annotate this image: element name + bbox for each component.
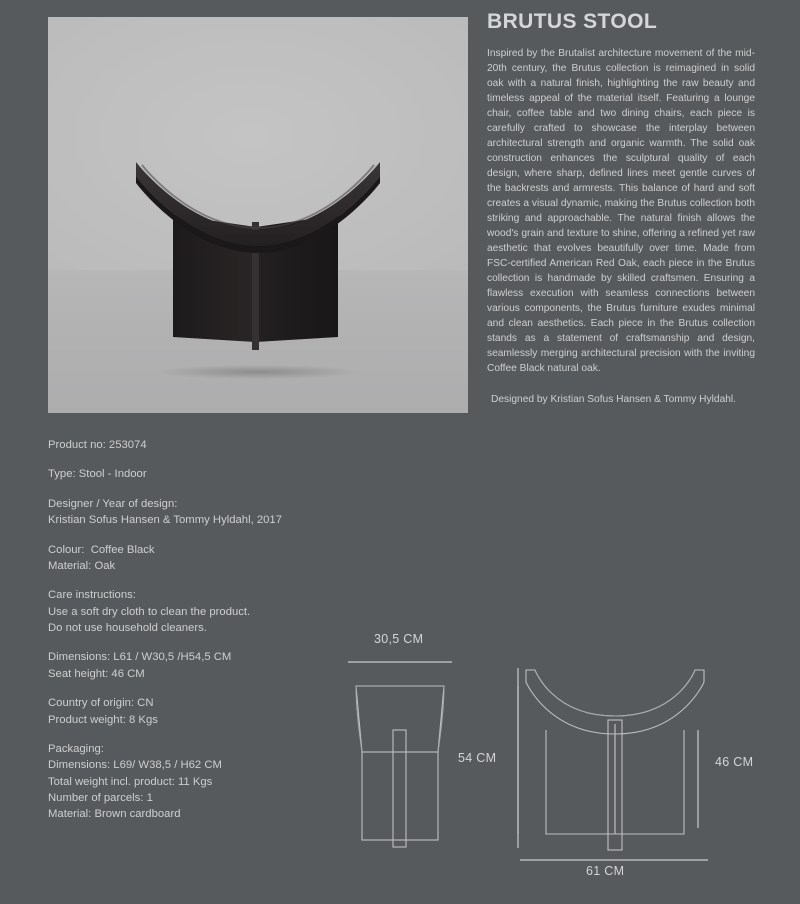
stool-shadow (158, 365, 358, 379)
spec-group-material (48, 542, 378, 575)
spec-group-type (48, 466, 378, 482)
stool-product-illustration (128, 152, 388, 367)
spec-packaging-heading: Packaging: (48, 742, 104, 755)
designer-credit: Designed by Kristian Sofus Hansen & Tommy Hyldahl. (491, 393, 736, 405)
spec-material: Material: Oak (48, 559, 116, 572)
product-info-column (487, 10, 755, 408)
spec-product-weight: Product weight: 8 Kgs (48, 713, 158, 726)
spec-country-of-origin: Country of origin: CN (48, 697, 154, 710)
spec-dimensions: Dimensions: L61 / W30,5 /H54,5 CM (48, 651, 232, 664)
spec-group-designer (48, 496, 378, 529)
spec-care-heading: Care instructions: (48, 589, 136, 602)
spec-seat-height: Seat height: 46 CM (48, 667, 145, 680)
spec-designer-value: Kristian Sofus Hansen & Tommy Hyldahl, 2017 (48, 514, 283, 527)
front-view-seat-inner-curve (535, 670, 695, 716)
product-description: Inspired by the Brutalist architecture movement of the mid-20th century, the Brutus collection is reimagined in solid oak with a natural finish, highlighting the raw beauty and timeless appeal of the material itself. Featuring a lounge chair, coffee table and two dining chairs, each piece is carefully crafted to showcase the interplay between architectural strength and organic warmth. The solid oak construction enhances the sculptural quality of each design, where sharp, defined lines meet gentle curves of the backrests and armrests. This balance of hard and soft creates a visual dynamic, making the Brutus collection both striking and approachable. The natural finish allows the wood's grain and texture to shine, offering a refined yet raw aesthetic that evolves beautifully over time. Made from FSC-certified American Red Oak, each piece in the Brutus collection is handmade by skilled craftsmen. Ensuring a flawless execution with seamless connections between various components, the Brutus furniture exudes minimal and clean aesthetics. Each piece in the Brutus collection stands as a statement of craftsmanship and design, seamlessly merging architectural precision with the inviting Coffee Black natural oak. (487, 48, 755, 374)
spec-packaging-dimensions: Dimensions: L69/ W38,5 / H62 CM (48, 759, 222, 772)
product-photo (48, 17, 468, 413)
spec-group-packaging (48, 741, 378, 823)
spec-product-no: Product no: 253074 (48, 439, 147, 451)
spec-packaging-parcels: Number of parcels: 1 (48, 792, 153, 804)
page-title: BRUTUS STOOL (487, 10, 658, 33)
spec-colour: Colour: Coffee Black (48, 543, 155, 556)
spec-group-dimensions (48, 649, 378, 682)
spec-group-product-no (48, 437, 378, 453)
spec-type: Type: Stool - Indoor (48, 468, 147, 481)
spec-care-line-2: Do not use household cleaners. (48, 622, 207, 634)
spec-designer-heading: Designer / Year of design: (48, 497, 178, 510)
front-view-right-leg (615, 724, 684, 834)
front-view-left-leg (546, 724, 615, 834)
dimension-label-width-front: 61 CM (586, 864, 625, 878)
specification-list (48, 437, 378, 823)
photo-backdrop (48, 17, 468, 413)
spec-packaging-material: Material: Brown cardboard (48, 808, 181, 821)
spec-care-line-1: Use a soft dry cloth to clean the product. (48, 605, 251, 618)
dimension-label-height-side: 54 CM (458, 751, 497, 765)
dimension-label-seat-height-front: 46 CM (715, 755, 754, 769)
spec-group-origin (48, 695, 378, 728)
spec-group-care (48, 587, 378, 636)
dimension-label-width-side: 30,5 CM (374, 632, 424, 646)
spec-packaging-total-weight: Total weight incl. product: 11 Kgs (48, 775, 213, 788)
technical-drawings (330, 620, 800, 904)
